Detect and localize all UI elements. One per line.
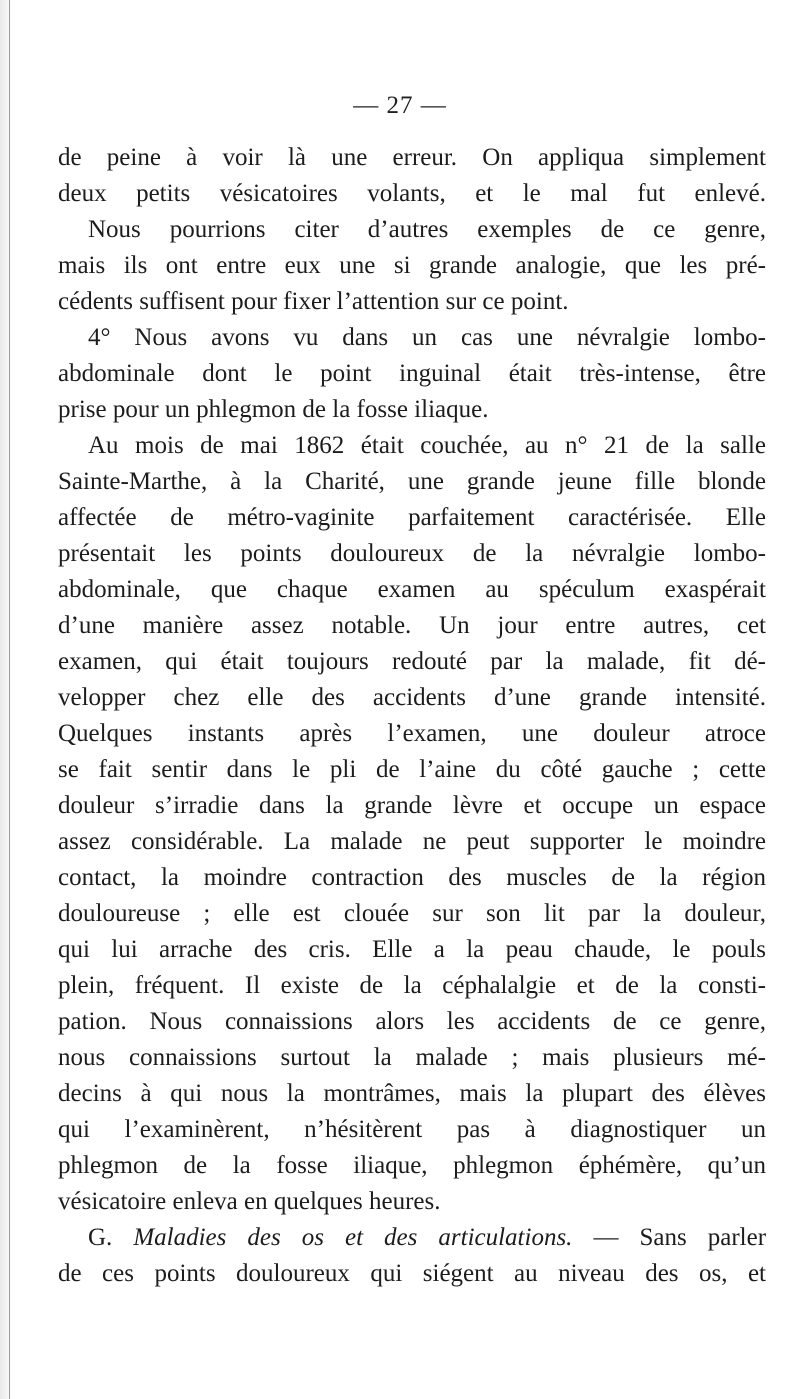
section-title: Maladies des os et des articulations. [133,1224,573,1251]
text-line: cédents suffisent pour fixer l’attention sur ce point. [58,288,569,315]
text-line: prise pour un phlegmon de la fosse iliaque. [58,396,489,423]
text-line: plein, fréquent. Il existe de la céphalalgie et de la consti- [58,972,766,999]
text-line: Au mois de mai 1862 était couchée, au n° 21 de la salle [88,432,766,459]
text-line: mais ils ont entre eux une si grande analogie, que les pré- [58,252,766,279]
body-text [58,140,766,1292]
text-line: abdominale dont le point inguinal était très-intense, être [58,360,766,387]
text-line: contact, la moindre contraction des muscles de la région [58,864,766,891]
text-line: nous connaissions surtout la malade ; mais plusieurs mé- [58,1044,766,1071]
text-line: douleur s’irradie dans la grande lèvre et occupe un espace [58,792,766,819]
text-line: douloureuse ; elle est clouée sur son lit par la douleur, [58,900,766,927]
section-heading-continuation: — Sans parler [593,1224,767,1251]
text-line: qui lui arrache des cris. Elle a la peau chaude, le pouls [58,936,766,963]
text-line: de ces points douloureux qui siégent au niveau des os, et [58,1260,766,1287]
page-binding-edge [0,0,12,1399]
section-heading-line [58,1220,766,1256]
text-line: qui l’examinèrent, n’hésitèrent pas à diagnostiquer un [58,1116,766,1143]
text-line: de peine à voir là une erreur. On appliqua simplement [58,144,766,171]
text-line: decins à qui nous la montrâmes, mais la plupart des élèves [58,1080,766,1107]
text-line: abdominale, que chaque examen au spéculum exaspérait [58,576,766,603]
text-line: Nous pourrions citer d’autres exemples de ce genre, [88,216,766,243]
text-line: phlegmon de la fosse iliaque, phlegmon éphémère, qu’un [58,1152,766,1179]
text-line: Quelques instants après l’examen, une douleur atroce [58,720,766,747]
text-line: présentait les points douloureux de la névralgie lombo- [58,540,766,567]
text-line: 4° Nous avons vu dans un cas une névralgie lombo- [88,324,766,351]
text-line: examen, qui était toujours redouté par la malade, fit dé- [58,648,766,675]
section-number: G. [88,1224,113,1251]
text-line: d’une manière assez notable. Un jour entre autres, cet [58,612,766,639]
text-line: pation. Nous connaissions alors les accidents de ce genre, [58,1008,766,1035]
text-line: Sainte-Marthe, à la Charité, une grande jeune fille blonde [58,468,766,495]
page-number: — 27 — [353,92,447,119]
text-line: deux petits vésicatoires volants, et le mal fut enlevé. [58,180,766,207]
text-line: assez considérable. La malade ne peut supporter le moindre [58,828,766,855]
text-line: velopper chez elle des accidents d’une grande intensité. [58,684,766,711]
text-line: se fait sentir dans le pli de l’aine du côté gauche ; cette [58,756,766,783]
text-line: vésicatoire enleva en quelques heures. [58,1188,441,1215]
text-line: affectée de métro-vaginite parfaitement caractérisée. Elle [58,504,766,531]
